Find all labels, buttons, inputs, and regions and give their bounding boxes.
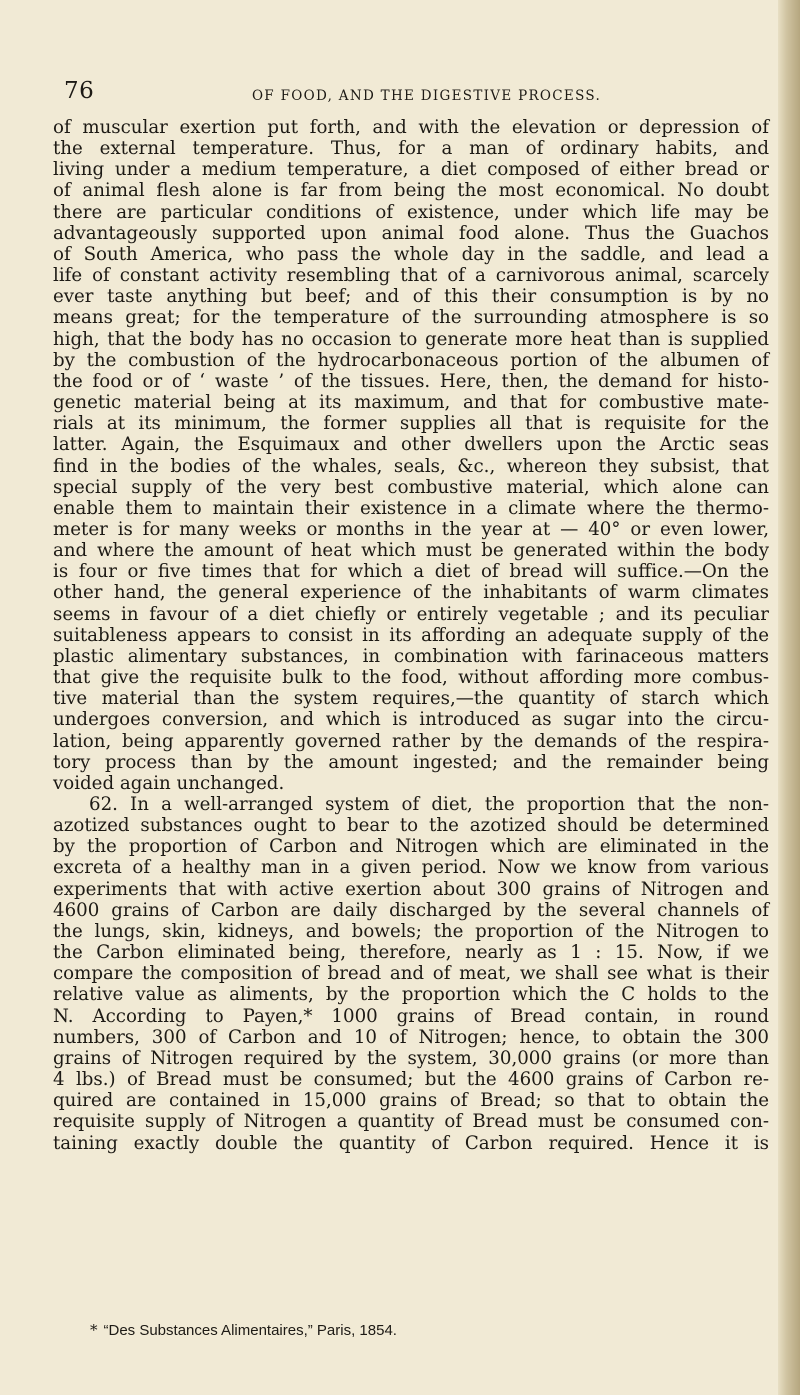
text-line: advantageously supported upon animal food alone. Thus the Guachos [53,222,769,244]
text-line: suitableness appears to consist in its affording an adequate supply of the [53,624,769,646]
text-line: the external temperature. Thus, for a man of ordinary habits, and [53,138,769,160]
text-line: genetic material being at its maximum, and that for combustive mate- [53,392,769,414]
text-line: 62. In a well-arranged system of diet, the proportion that the non- [89,794,769,815]
text-line: tive material than the system requires,—the quantity of starch which [53,688,769,710]
text-line: grains of Nitrogen required by the system, 30,000 grains (or more than [53,1047,769,1069]
text-line: plastic alimentary substances, in combination with farinaceous matters [53,645,769,667]
text-line: enable them to maintain their existence in a climate where the thermo- [53,497,769,519]
text-line: requisite supply of Nitrogen a quantity of Bread must be consumed con- [53,1111,769,1133]
text-line: that give the requisite bulk to the food, without affording more combus- [53,667,769,689]
text-line: of animal flesh alone is far from being the most economical. No doubt [53,180,769,202]
text-line: relative value as aliments, by the proportion which the C holds to the [53,984,769,1006]
body-text [53,117,769,1154]
text-line: azotized substances ought to bear to the azotized should be determined [53,815,769,837]
text-line: 4 lbs.) of Bread must be consumed; but the 4600 grains of Carbon re- [53,1069,769,1091]
text-line: the lungs, skin, kidneys, and bowels; the proportion of the Nitrogen to [53,920,769,942]
text-line: compare the composition of bread and of meat, we shall see what is their [53,963,769,985]
footnote-mark: * [90,1321,98,1339]
text-line: life of constant activity resembling that of a carnivorous animal, scarcely [53,265,769,287]
text-line: quired are contained in 15,000 grains of Bread; so that to obtain the [53,1090,769,1112]
footnote-text: “Des Substances Alimentaires,” Paris, 1854. [103,1322,397,1339]
text-line: taining exactly double the quantity of Carbon required. Hence it is [53,1132,769,1154]
text-line: rials at its minimum, the former supplies all that is requisite for the [53,413,769,435]
text-line: high, that the body has no occasion to generate more heat than is supplied [53,328,769,350]
text-line: is four or five times that for which a diet of bread will suffice.—On the [53,561,769,583]
text-line: latter. Again, the Esquimaux and other dwellers upon the Arctic seas [53,434,769,456]
text-line: N. According to Payen,* 1000 grains of Bread contain, in round [53,1005,769,1027]
text-line: find in the bodies of the whales, seals, &c., whereon they subsist, that [53,455,769,477]
footnote [90,1321,730,1339]
page-number: 76 [64,78,95,104]
text-line: voided again unchanged. [53,772,285,794]
page-header [64,78,769,108]
text-line: experiments that with active exertion about 300 grains of Nitrogen and [53,878,769,900]
text-line: other hand, the general experience of the inhabitants of warm climates [53,582,769,604]
text-line: special supply of the very best combustive material, which alone can [53,476,769,498]
text-line: by the combustion of the hydrocarbonaceous portion of the albumen of [53,349,769,371]
text-line: of muscular exertion put forth, and with the elevation or depression of [53,117,769,138]
text-line: numbers, 300 of Carbon and 10 of Nitrogen; hence, to obtain the 300 [53,1026,769,1048]
text-line: excreta of a healthy man in a given period. Now we know from various [53,857,769,879]
text-line: by the proportion of Carbon and Nitrogen which are eliminated in the [53,836,769,858]
text-line: undergoes conversion, and which is introduced as sugar into the circu- [53,709,769,731]
text-line: living under a medium temperature, a diet composed of either bread or [53,159,769,181]
text-line: means great; for the temperature of the surrounding atmosphere is so [53,307,769,329]
text-line: meter is for many weeks or months in the year at — 40° or even lower, [53,518,769,540]
text-line: lation, being apparently governed rather by the demands of the respira- [53,730,769,752]
text-line: ever taste anything but beef; and of this their consumption is by no [53,286,769,308]
running-head: OF FOOD, AND THE DIGESTIVE PROCESS. [251,88,602,104]
text-line: 4600 grains of Carbon are daily discharged by the several channels of [53,899,769,921]
text-line: the food or of ‘ waste ’ of the tissues. Here, then, the demand for histo- [53,370,769,392]
text-line: seems in favour of a diet chiefly or entirely vegetable ; and its peculiar [53,603,769,625]
text-line: tory process than by the amount ingested; and the remainder being [53,751,769,773]
text-line: there are particular conditions of existence, under which life may be [53,201,769,223]
page-edge-shadow [778,0,800,1395]
text-line: the Carbon eliminated being, therefore, nearly as 1 : 15. Now, if we [53,942,769,964]
text-line: of South America, who pass the whole day in the saddle, and lead a [53,243,769,265]
text-line: and where the amount of heat which must be generated within the body [53,540,769,562]
